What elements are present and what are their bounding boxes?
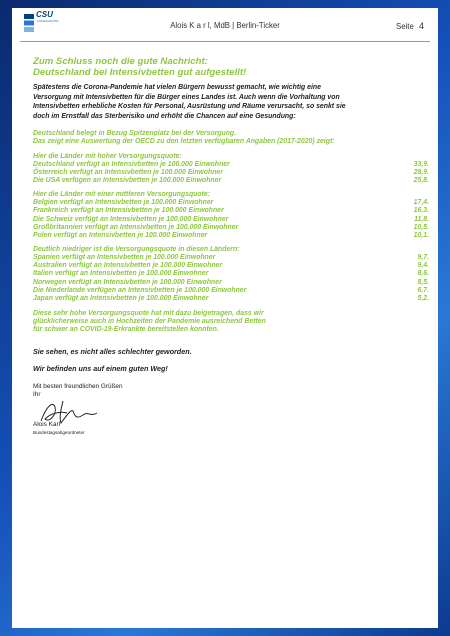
oecd-intro-line: Deutschland belegt in Bezug Spitzenplatz bei der Versorgung. bbox=[33, 130, 237, 137]
country-value: 9,7. bbox=[417, 253, 429, 261]
country-value: 8,5. bbox=[417, 278, 429, 286]
group-heading: Hier die Länder mit einer mittleren Versorgungsquote: bbox=[33, 190, 211, 198]
country-row bbox=[33, 177, 429, 185]
intro-paragraph bbox=[33, 83, 429, 121]
page-header bbox=[12, 8, 438, 44]
intro-line: Spätestens die Corona-Pandemie hat vielen Bürgern bewusst gemacht, wie wichtig eine bbox=[33, 84, 321, 91]
country-row bbox=[33, 169, 429, 177]
headline-line: Deutschland bei Intensivbetten gut aufgestellt! bbox=[33, 67, 247, 78]
oecd-intro-line: Das zeigt eine Auswertung der OECD zu den letzten verfügbaren Angaben (2017-2020) zeigt: bbox=[33, 138, 335, 146]
country-value: 10,1. bbox=[413, 232, 429, 240]
country-row bbox=[33, 199, 429, 207]
document-page bbox=[12, 8, 438, 628]
country-label: Italien verfügt an Intensivbetten je 100.000 Einwohner bbox=[33, 270, 209, 278]
group-heading: Hier die Länder mit hoher Versorgungsquote: bbox=[33, 152, 182, 160]
signature-block bbox=[33, 383, 429, 437]
group-low bbox=[33, 246, 429, 304]
conclusion-line: glücklicherweise auch in Hochzeiten der Pandemie ausreichend Betten bbox=[33, 317, 266, 325]
country-row bbox=[33, 161, 429, 169]
country-value: 33,9. bbox=[413, 160, 429, 168]
signer-role: Bundestagsabgeordneter bbox=[33, 429, 85, 435]
country-value: 16,3. bbox=[413, 207, 429, 215]
logo-text: CSU bbox=[36, 10, 53, 19]
group-heading: Deutlich niedriger ist die Versorgungsquote in diesen Ländern: bbox=[33, 245, 240, 253]
intro-line: Intensivbetten erhebliche Kosten für Personal, Ausrüstung und Räume verursacht, so senkt sie bbox=[33, 103, 346, 110]
greeting-ihr: Ihr bbox=[33, 390, 41, 398]
country-value: 17,4. bbox=[413, 199, 429, 207]
country-label: Großbritannien verfügt an Intensivbetten je 100.000 Einwohner bbox=[33, 223, 239, 231]
group-medium bbox=[33, 191, 429, 241]
header-title: Alois K a r l, MdB | Berlin-Ticker bbox=[170, 21, 280, 30]
country-value: 6,7. bbox=[417, 287, 429, 295]
header-divider bbox=[20, 41, 430, 42]
page-number: 4 bbox=[418, 21, 424, 31]
country-label: Die Schweiz verfügt an Intensivbetten je 100.000 Einwohner bbox=[33, 215, 229, 223]
closing-line-2: Wir befinden uns auf einem guten Weg! bbox=[33, 363, 168, 373]
country-label: Japan verfügt an Intensivbetten je 100.000 Einwohner bbox=[33, 295, 209, 303]
country-row bbox=[33, 287, 429, 295]
country-label: Deutschland verfügt an Intensivbetten je 100.000 Einwohner bbox=[33, 160, 230, 168]
country-row bbox=[33, 279, 429, 287]
country-label: Spanien verfügt an Intensivbetten je 100.000 Einwohner bbox=[33, 253, 216, 261]
headline bbox=[33, 56, 429, 78]
greeting: Mit besten freundlichen Grüßen bbox=[33, 382, 123, 390]
country-label: Belgien verfügt an Intensivbetten je 100.000 Einwohner bbox=[33, 199, 214, 207]
conclusion-line: für schwer an COVID-19-Erkrankte bereitstellen konnten. bbox=[33, 326, 219, 334]
country-value: 11,8. bbox=[414, 215, 429, 223]
headline-line: Zum Schluss noch die gute Nachricht: bbox=[33, 56, 208, 67]
intro-line: doch im Ernstfall das Sterberisiko und erhöht die Chancen auf eine Gesundung: bbox=[33, 112, 296, 120]
page-indicator bbox=[396, 21, 424, 31]
conclusion-line: Diese sehr hohe Versorgungsquote hat mit dazu beigetragen, dass wir bbox=[33, 309, 264, 317]
country-label: Die Niederlande verfügen an Intensivbetten je 100.000 Einwohner bbox=[33, 287, 247, 295]
country-label: Frankreich verfügt an Intensivbetten je 100.000 Einwohner bbox=[33, 207, 224, 215]
country-row bbox=[33, 207, 429, 215]
country-row bbox=[33, 216, 429, 224]
country-row bbox=[33, 224, 429, 232]
country-row bbox=[33, 295, 429, 303]
country-value: 5,2. bbox=[417, 295, 429, 303]
country-label: Norwegen verfügt an Intensivbetten je 100.000 Einwohner bbox=[33, 278, 222, 286]
country-row bbox=[33, 262, 429, 270]
conclusion bbox=[33, 310, 429, 335]
country-row bbox=[33, 270, 429, 278]
country-row bbox=[33, 254, 429, 262]
logo-subtext: LANDESGRUPPE bbox=[37, 20, 59, 23]
country-value: 28,9. bbox=[413, 169, 429, 177]
country-label: Die USA verfügen an Intensivbetten je 100.000 Einwohner bbox=[33, 177, 222, 185]
country-row bbox=[33, 232, 429, 240]
country-label: Polen verfügt an Intensivbetten je 100.000 Einwohner bbox=[33, 232, 208, 240]
page-content bbox=[33, 56, 429, 437]
oecd-intro bbox=[33, 130, 429, 147]
signer-name: Alois Karl bbox=[33, 420, 60, 428]
country-value: 10,5. bbox=[413, 223, 429, 231]
page-label: Seite bbox=[396, 22, 414, 31]
country-label: Österreich verfügt an Intensivbetten je 100.000 Einwohner bbox=[33, 169, 223, 177]
country-value: 8,6. bbox=[417, 270, 429, 278]
group-high bbox=[33, 153, 429, 186]
intro-line: Versorgung mit Intensivbetten für die Bürger eines Landes ist. Auch wenn die Vorhaltung von bbox=[33, 93, 340, 101]
closing-line-1: Sie sehen, es nicht alles schlechter geworden. bbox=[33, 346, 192, 356]
country-label: Australien verfügt an Intensivbetten je 100.000 Einwohner bbox=[33, 262, 223, 270]
country-value: 9,4. bbox=[417, 262, 429, 270]
country-value: 25,8. bbox=[413, 177, 429, 185]
